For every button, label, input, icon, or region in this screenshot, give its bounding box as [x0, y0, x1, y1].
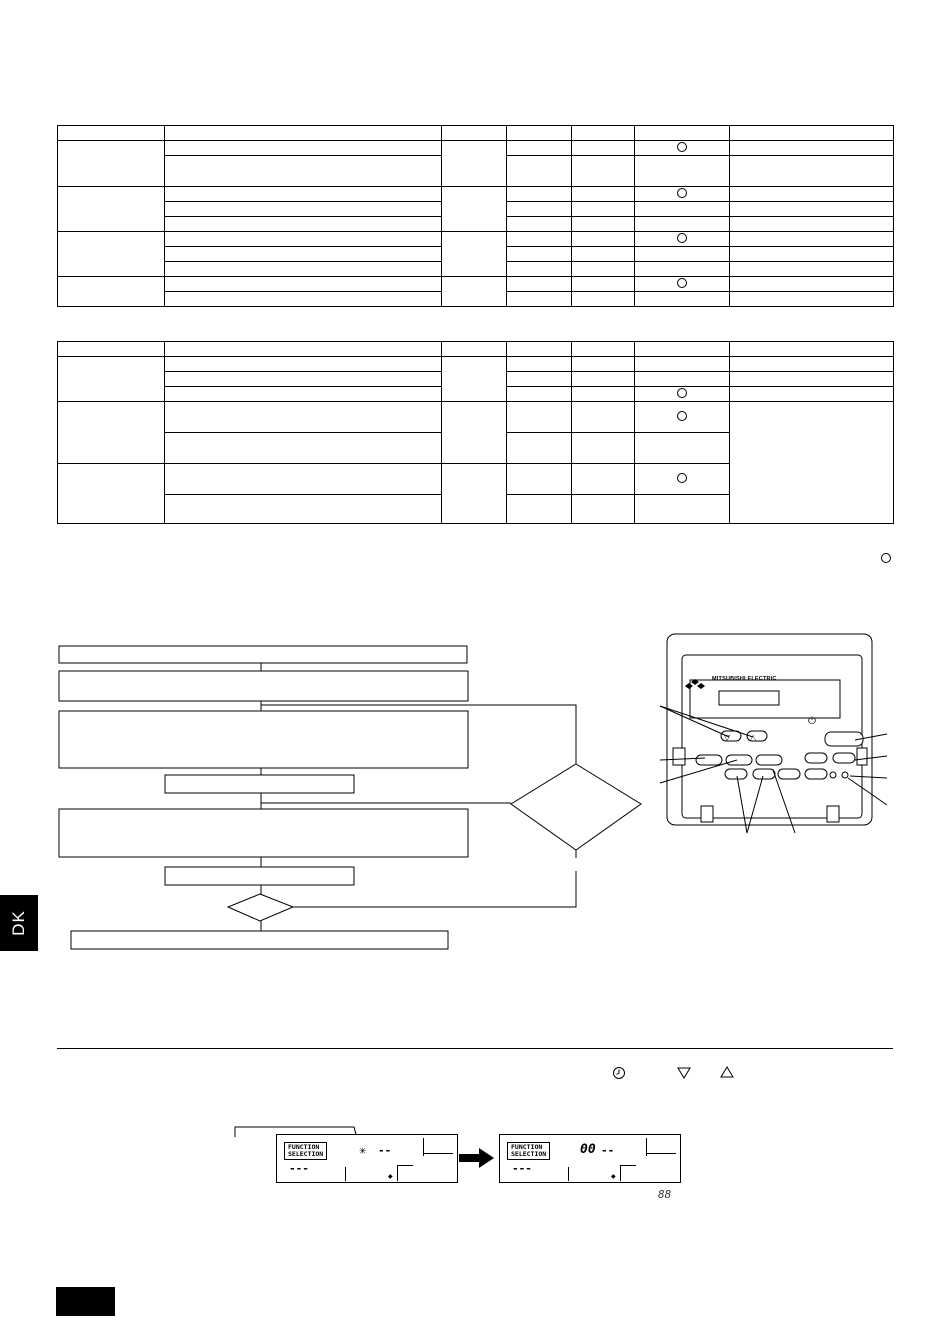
table-row — [58, 342, 894, 357]
selected-circle-icon — [677, 411, 687, 421]
language-label: DK — [9, 910, 28, 936]
lcd-label-line1: FUNCTION — [511, 1143, 543, 1151]
lcd-label-line1: FUNCTION — [288, 1143, 320, 1151]
remote-brand-label: MITSUBISHI ELECTRIC — [712, 676, 777, 682]
flow-box-3 — [59, 711, 468, 768]
lcd-divider — [397, 1165, 413, 1166]
flow-decision-small — [228, 894, 293, 921]
lcd-divider — [397, 1165, 398, 1181]
function-selection-label — [284, 1142, 327, 1160]
lcd-divider — [620, 1165, 636, 1166]
lcd-divider — [620, 1165, 621, 1181]
selected-circle-icon — [677, 233, 687, 243]
flow-box-6 — [165, 867, 354, 885]
lcd-label-line2: SELECTION — [511, 1150, 547, 1158]
lcd-dot-icon: ◆ — [611, 1174, 616, 1180]
page-number-tab — [56, 1287, 115, 1316]
table-row — [58, 277, 894, 292]
lcd-divider — [345, 1167, 346, 1181]
function-table-1 — [57, 125, 894, 307]
lcd-display-after — [499, 1134, 681, 1183]
selected-circle-icon — [677, 388, 687, 398]
language-side-tab — [0, 895, 38, 951]
table-row — [58, 357, 894, 372]
lcd-dashes: --- — [289, 1162, 309, 1175]
procedure-flowchart — [55, 640, 655, 960]
lcd-dot-icon: ◆ — [388, 1174, 393, 1180]
on-off-icon: ⏻ — [808, 716, 816, 727]
selected-circle-icon — [677, 278, 687, 288]
temp-up-button[interactable]: △ — [750, 733, 757, 742]
lcd-blank-digits: ✳ — [359, 1143, 367, 1157]
table-row — [58, 126, 894, 141]
flow-box-5 — [59, 809, 468, 857]
flow-box-4 — [165, 775, 354, 793]
flow-box-2 — [59, 671, 468, 701]
arrow-right-icon — [459, 1148, 495, 1168]
flow-box-1 — [59, 646, 467, 663]
legend-circle-icon — [881, 553, 891, 563]
selected-circle-icon — [677, 142, 687, 152]
lcd-display-before — [276, 1134, 458, 1183]
lcd-divider — [568, 1167, 569, 1181]
selected-circle-icon — [677, 473, 687, 483]
flow-decision-large — [511, 764, 641, 850]
table-row — [58, 141, 894, 156]
table-row — [58, 232, 894, 247]
lcd-divider — [423, 1153, 453, 1154]
lcd-function-number: -- — [378, 1144, 392, 1157]
clock-icon — [612, 1066, 626, 1080]
section-divider — [57, 1048, 893, 1049]
flow-box-7 — [71, 931, 448, 949]
selected-circle-icon — [677, 188, 687, 198]
function-selection-label — [507, 1142, 550, 1160]
lcd-dashes: --- — [512, 1162, 532, 1175]
lcd-blank-digits: -- — [601, 1144, 615, 1157]
temp-down-button[interactable]: ▽ — [724, 733, 731, 742]
lcd-label-line2: SELECTION — [288, 1150, 324, 1158]
lcd-function-number: 00 — [580, 1142, 596, 1157]
function-table-2 — [57, 341, 894, 524]
up-triangle-icon — [720, 1066, 734, 1078]
table-row — [58, 187, 894, 202]
remote-controller-illustration — [655, 630, 895, 840]
down-triangle-icon — [677, 1067, 691, 1079]
table-row — [58, 402, 894, 433]
lcd-divider — [646, 1153, 676, 1154]
segment-example: 88 — [658, 1188, 672, 1201]
